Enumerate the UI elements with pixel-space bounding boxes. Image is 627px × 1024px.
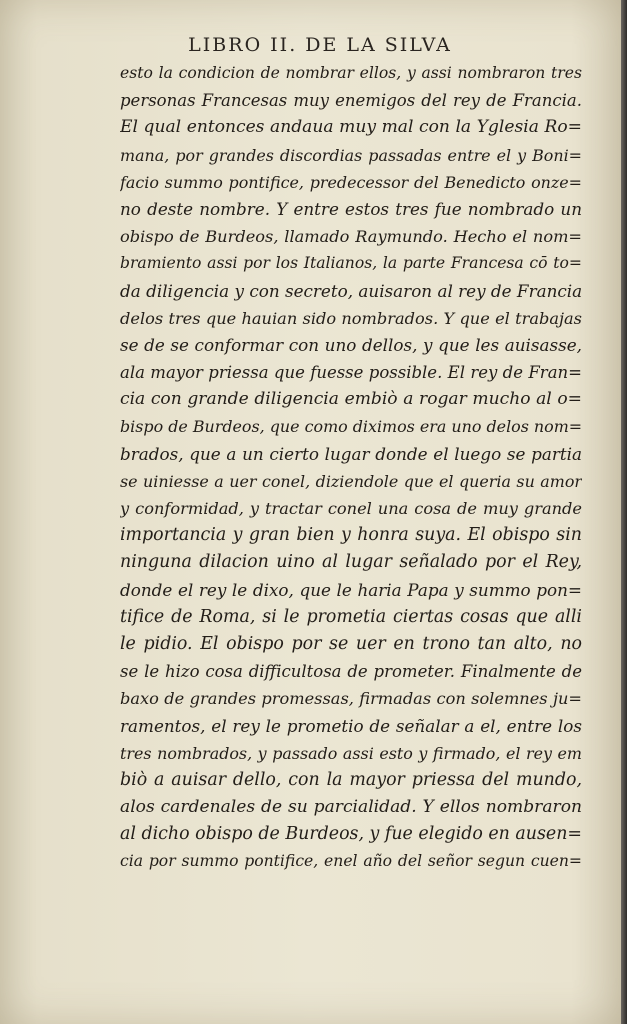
text-line: al dicho obispo de Burdeos, y fue elegido en ausen= [120, 824, 582, 845]
text-line: brados, que a un cierto lugar donde el luego se partia [120, 443, 582, 464]
book-gutter-edge [621, 0, 627, 1024]
text-line: esto la condicion de nombrar ellos, y assi nombraron tres [120, 64, 582, 82]
text-line: le pidio. El obispo por se uer en trono tan alto, no [120, 633, 582, 654]
text-line: facio summo pontifice, predecessor del Benedicto onze= [120, 172, 582, 192]
text-line: donde el rey le dixo, que le haria Papa y summo pon= [120, 579, 582, 600]
text-line: se uiniesse a uer conel, diziendole que el queria su amor [120, 471, 582, 491]
text-line: cia con grande diligencia embiò a rogar mucho al o= [120, 389, 582, 410]
text-line: se le hizo cosa difficultosa de prometer. Finalmente de [120, 662, 582, 682]
text-line: baxo de grandes promessas, firmadas con solemnes ju= [120, 689, 582, 709]
text-line: bramiento assi por los Italianos, la parte Francesa cō to= [120, 254, 582, 273]
running-head: LIBRO II. DE LA SILVA [188, 34, 452, 56]
text-line: personas Francesas muy enemigos del rey de Francia. [120, 91, 582, 111]
text-line: alos cardenales de su parcialidad. Y ellos nombraron [120, 797, 582, 818]
text-line: importancia y gran bien y honra suya. El obispo sin [120, 525, 582, 546]
body-text [120, 60, 582, 876]
text-line: mana, por grandes discordias passadas entre el y Boni= [120, 145, 582, 165]
text-line: ala mayor priessa que fuesse possible. El rey de Fran= [120, 363, 582, 383]
text-line: tres nombrados, y passado assi esto y firmado, el rey em [120, 743, 582, 763]
text-line: bispo de Burdeos, que como diximos era uno delos nom= [120, 417, 582, 437]
text-line: ninguna dilacion uino al lugar señalado por el Rey, [120, 552, 582, 573]
text-line: cia por summo pontifice, enel año del señor segun cuen= [120, 852, 582, 871]
text-line: da diligencia y con secreto, auisaron al rey de Francia [120, 280, 582, 301]
text-line: no deste nombre. Y entre estos tres fue nombrado un [120, 198, 582, 219]
text-line: tifice de Roma, si le prometia ciertas cosas que alli [120, 606, 582, 627]
text-line: El qual entonces andaua muy mal con la Yglesia Ro= [120, 117, 582, 138]
text-line: delos tres que hauian sido nombrados. Y que el trabajas [120, 308, 582, 328]
text-line: se de se conformar con uno dellos, y que les auisasse, [120, 334, 582, 355]
text-line: ramentos, el rey le prometio de señalar a el, entre los [120, 715, 582, 736]
text-line: biò a auisar dello, con la mayor priessa del mundo, [120, 769, 582, 790]
text-line: obispo de Burdeos, llamado Raymundo. Hecho el nom= [120, 227, 582, 247]
text-line: y conformidad, y tractar conel una cosa de muy grande [120, 499, 582, 518]
